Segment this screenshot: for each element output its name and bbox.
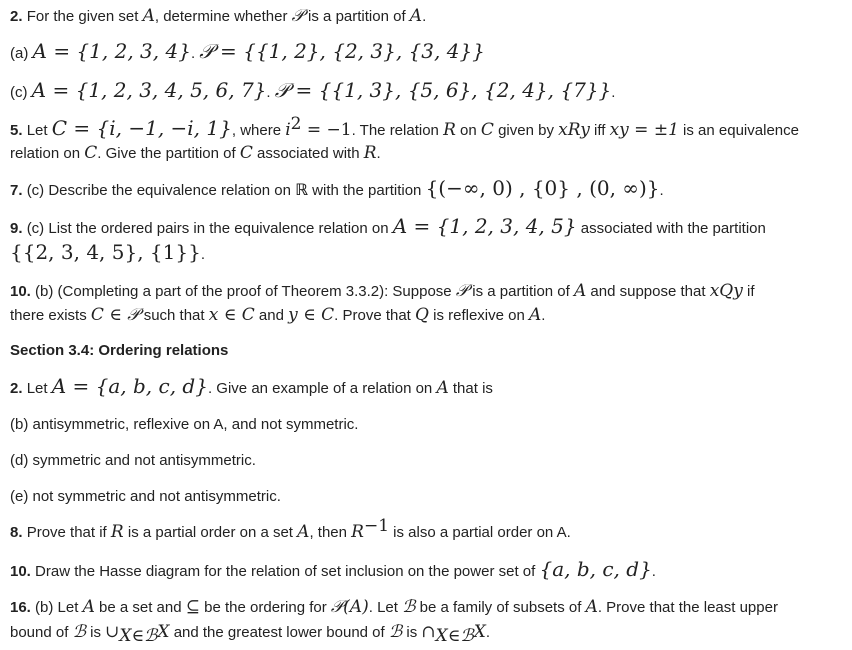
text: be a family of subsets of — [415, 599, 586, 616]
math-i: i — [285, 120, 291, 140]
math-expression: {{2, 3, 4, 5}, {1}} — [10, 240, 201, 264]
math-set-a: A — [436, 378, 449, 398]
text: (b) Let — [35, 599, 83, 616]
math-r: R — [443, 120, 456, 140]
text: be the ordering for — [200, 599, 331, 616]
math-xqy: xQy — [709, 281, 743, 301]
math-expression: 𝒫 = {{1, 3}, {5, 6}, {2, 4}, {7}} — [274, 78, 612, 102]
text: . — [422, 8, 427, 25]
math-set-a: A — [573, 281, 587, 301]
math-expression: xy = ±1 — [609, 120, 679, 140]
exercise-number: 7. — [10, 182, 23, 199]
text: with the partition — [308, 182, 426, 199]
text: . — [266, 84, 275, 101]
math-expression: y ∈ C — [288, 305, 335, 325]
section-heading: Section 3.4: Ordering relations — [10, 342, 229, 359]
math-family-b: ℬ — [72, 622, 86, 642]
math-r: R — [351, 522, 364, 542]
text: (c) List the ordered pairs in the equivalence relation on — [26, 220, 393, 237]
text: . — [190, 45, 200, 62]
math-q: Q — [415, 305, 429, 325]
text: . Prove that — [334, 307, 416, 324]
exercise-number: 16. — [10, 599, 31, 616]
text: . Let — [368, 599, 403, 616]
text: Let — [26, 380, 52, 397]
math-expression: A = {1, 2, 3, 4, 5} — [392, 214, 577, 238]
exercise-10b-line-1 — [10, 281, 755, 302]
text: there exists — [10, 307, 91, 324]
text: . — [541, 307, 546, 324]
text: is a partial order on a set — [123, 524, 298, 541]
math-x: X — [473, 622, 486, 642]
exercise-16b-line-1 — [10, 597, 778, 618]
text: Prove that if — [26, 524, 111, 541]
text: is a partition of — [303, 8, 410, 25]
text: relation on — [10, 145, 85, 162]
math-union: ∪ — [105, 622, 120, 642]
math-subscript: X∈ℬ — [435, 626, 474, 646]
math-superscript: −1 — [363, 516, 390, 536]
math-expression: 𝒫 = {{1, 2}, {2, 3}, {3, 4}} — [199, 39, 485, 63]
exercise-number: 2. — [10, 8, 23, 25]
math-family-b: ℬ — [402, 597, 416, 617]
math-intersection: ∩ — [421, 622, 436, 642]
text: . — [485, 624, 490, 641]
text: . Give an example of a relation on — [207, 380, 437, 397]
exercise-number: 8. — [10, 524, 23, 541]
math-expression: A = {1, 2, 3, 4, 5, 6, 7} — [31, 78, 267, 102]
text: (c) Describe the equivalence relation on — [26, 182, 296, 199]
text: Draw the Hasse diagram for the relation of set inclusion on the power set of — [35, 563, 540, 580]
math-set-a: A — [529, 305, 542, 325]
math-c: C — [480, 120, 494, 140]
text: . Give the partition of — [97, 145, 240, 162]
math-r: R — [110, 522, 124, 542]
exercise-2d: (d) symmetric and not antisymmetric. — [10, 452, 256, 469]
text: For the given set — [26, 8, 143, 25]
exercise-number: 10. — [10, 563, 31, 580]
text: . — [659, 182, 664, 199]
exercise-number: 9. — [10, 220, 23, 237]
text: is reflexive on — [428, 307, 529, 324]
exercise-8 — [10, 516, 571, 543]
math-expression: A = {1, 2, 3, 4} — [32, 39, 191, 63]
text: . The relation — [351, 122, 444, 139]
text: . — [651, 563, 656, 580]
text: Let — [26, 122, 52, 139]
math-expression: {a, b, c, d} — [539, 557, 652, 581]
text: iff — [589, 122, 610, 139]
math-subset: ⊆ — [185, 597, 200, 617]
exercise-10-hasse — [10, 559, 656, 582]
text: is — [402, 624, 422, 641]
exercise-number: 2. — [10, 380, 23, 397]
exercise-number: 5. — [10, 122, 23, 139]
text: . — [376, 145, 381, 162]
math-set-a: A — [409, 6, 423, 26]
math-c: C — [84, 143, 98, 163]
math-superscript: 2 — [290, 114, 302, 134]
part-label: (c) — [10, 84, 28, 101]
text: that is — [448, 380, 493, 397]
math-partition-p: 𝒫 — [291, 6, 304, 26]
text: . Prove that the least upper — [597, 599, 778, 616]
exercise-5-line-1 — [10, 114, 799, 141]
math-family-b: ℬ — [388, 622, 403, 642]
math-expression: = −1 — [301, 120, 352, 140]
math-x: X — [157, 622, 170, 642]
text: associated with the partition — [576, 220, 766, 237]
text: (b) (Completing a part of the proof of Theorem 3.3.2): Suppose — [35, 283, 456, 300]
text: and — [254, 307, 289, 324]
text: . — [200, 246, 206, 263]
text: if — [742, 283, 755, 300]
exercise-2-ordering — [10, 376, 493, 399]
math-power-set: 𝒫(A) — [330, 597, 369, 617]
text: . — [611, 84, 616, 101]
exercise-9c-line-1 — [10, 216, 766, 239]
text: and suppose that — [586, 283, 710, 300]
math-expression: C ∈ 𝒫 — [90, 305, 140, 325]
exercise-5-line-2 — [10, 143, 381, 164]
text: is — [85, 624, 106, 641]
math-set-a: A — [82, 597, 95, 617]
exercise-10b-line-2 — [10, 305, 545, 326]
text: is also a partial order on A. — [389, 524, 571, 541]
math-subscript: X∈ℬ — [119, 626, 158, 646]
exercise-2c — [10, 80, 615, 103]
text: and the greatest lower bound of — [169, 624, 389, 641]
exercise-7c — [10, 178, 664, 201]
text: given by — [493, 122, 559, 139]
math-expression: A = {a, b, c, d} — [51, 374, 208, 398]
exercise-2a — [10, 41, 485, 64]
math-reals: ℝ — [295, 180, 308, 199]
text: , then — [309, 524, 352, 541]
exercise-number: 10. — [10, 283, 31, 300]
text: bound of — [10, 624, 73, 641]
math-expression: C = {i, −1, −i, 1} — [51, 116, 232, 140]
math-c: C — [239, 143, 253, 163]
exercise-2-prompt — [10, 6, 426, 27]
part-label: (a) — [10, 45, 29, 62]
math-set-a: A — [585, 597, 598, 617]
text: associated with — [252, 145, 364, 162]
text: is an equivalence — [678, 122, 799, 139]
exercise-16b-line-2 — [10, 622, 490, 646]
math-xry: xRy — [558, 120, 590, 140]
exercise-9c-line-2 — [10, 242, 205, 265]
text: such that — [139, 307, 209, 324]
text: be a set and — [94, 599, 186, 616]
math-set-a: A — [297, 522, 310, 542]
text: , determine whether — [154, 8, 292, 25]
math-expression: {(−∞, 0) , {0} , (0, ∞)} — [425, 176, 660, 200]
math-set-a: A — [142, 6, 155, 26]
math-r: R — [363, 143, 377, 163]
text: , where — [231, 122, 286, 139]
text: is a partition of — [468, 283, 574, 300]
text: on — [455, 122, 481, 139]
exercise-2b: (b) antisymmetric, reflexive on A, and not symmetric. — [10, 416, 359, 433]
math-partition-p: 𝒫 — [455, 281, 469, 301]
math-expression: x ∈ C — [208, 305, 255, 325]
exercise-2e: (e) not symmetric and not antisymmetric. — [10, 488, 281, 505]
